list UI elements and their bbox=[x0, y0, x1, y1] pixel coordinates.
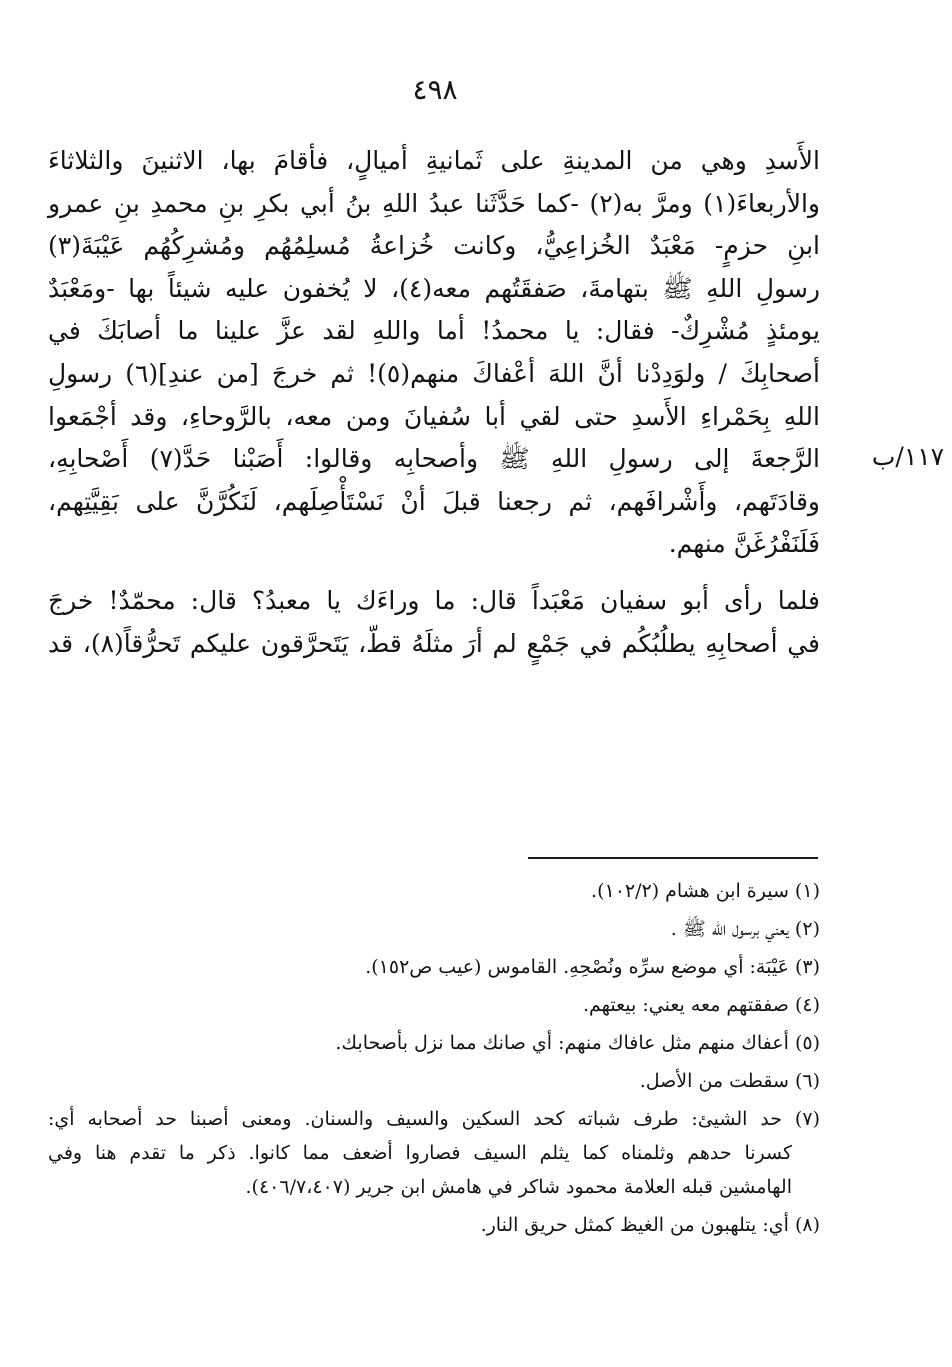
footnote-5: (٥) أعفاك منهم مثل عافاك منهم: أي صانك مما نزل بأصحابك. bbox=[335, 1032, 820, 1054]
text-line: الرَّجعةَ إلى رسولِ اللهِ ﷺ وأصحابِه وقالوا: أَصَبْنا حَدَّ(٧) أَصْحابِهِ، bbox=[48, 444, 821, 474]
text-line: فَلَنَفْرُغَنَّ منهم. bbox=[668, 529, 820, 559]
paragraph-2 bbox=[48, 580, 820, 665]
folio-margin-note: ١١٧/ب bbox=[871, 442, 945, 471]
text-line: فلما رأى أبو سفيان مَعْبَداً قال: ما وراءَك يا معبدُ؟ قال: محمّدٌ! خرجَ bbox=[48, 585, 820, 615]
text-line: في أصحابِهِ يطلُبُكُم في جَمْعٍ لم أرَ مثلَهُ قطّ، يَتَحرَّقون عليكم تَحرُّقاً(٨)، قد bbox=[48, 628, 820, 658]
text-line: وقادَتَهم، وأَشْرافَهم، ثم رجعنا قبلَ أنْ نَسْتَأْصِلَهم، لَنَكُرَّنَّ على بَقِيَّتِهم، bbox=[48, 486, 820, 516]
footnotes bbox=[48, 876, 820, 1240]
footnote-1: (١) سيرة ابن هشام (١٠٢/٢). bbox=[591, 880, 820, 902]
page-number: ٤٩٨ bbox=[412, 73, 458, 106]
footnote-2: (٢) يعني برسول الله ﷺ . bbox=[670, 918, 820, 940]
footnote-4: (٤) صفقتهم معه يعني: بيعتهم. bbox=[582, 994, 820, 1016]
footnote-8: (٨) أي: يتلهبون من الغيظ كمثل حريق النار. bbox=[480, 1214, 820, 1236]
text-line: رسولِ اللهِ ﷺ بتهامةَ، صَفقَتُهم معه(٤)، لا يُخفون عليه شيئاً بها -ومَعْبَدٌ bbox=[48, 273, 820, 303]
main-text bbox=[48, 140, 820, 665]
footnote-7-line-1: (٧) حد الشيئ: طرف شباته كحد السكين والسيف والسنان. ومعنى أصبنا حد أصحابه أي: bbox=[48, 1108, 820, 1130]
footnote-7-line-2: كسرنا حدهم وثلمناه كما يثلم السيف فصاروا أضعف مما كانوا. ذكر ما تقدم هنا وفي bbox=[48, 1142, 792, 1164]
text-line: والأربعاءَ(١) ومرَّ به(٢) -كما حَدَّثَنا عبدُ اللهِ بنُ أبي بكرِ بنِ محمدِ بنِ عمرو bbox=[48, 188, 820, 218]
paragraph-1 bbox=[48, 140, 820, 566]
footnote-6: (٦) سقطت من الأصل. bbox=[639, 1070, 820, 1092]
text-line: الأَسدِ وهي من المدينةِ على ثَمانيةِ أميالٍ، فأقامَ بها، الاثنينَ والثلاثاءَ bbox=[48, 146, 820, 175]
text-line: يومئذٍ مُشْرِكٌ- فقال: يا محمدُ! أما واللهِ لقد عزَّ علينا ما أصابَكَ في bbox=[48, 316, 820, 346]
footnote-3: (٣) عَيْبَة: أي موضع سرِّه ونُصْحِهِ. القاموس (عيب ص١٥٢). bbox=[365, 956, 820, 978]
footnote-divider bbox=[528, 857, 818, 859]
text-line: أصحابِكَ / ولوَدِدْنا أنَّ اللهَ أعْفاكَ منهم(٥)! ثم خرجَ [من عندِ](٦) رسولِ bbox=[48, 358, 820, 388]
text-line: ابنِ حزمٍ- مَعْبَدٌ الخُزاعِيُّ، وكانت خُزاعةُ مُسلِمُهُم ومُشرِكُهُم عَيْبَةَ(٣) bbox=[48, 231, 820, 261]
footnote-7-line-3: الهامشين قبله العلامة محمود شاكر في هامش ابن جرير (٤٠٦/٧،٤٠٧). bbox=[245, 1176, 792, 1198]
text-line: اللهِ بِحَمْراءِ الأَسدِ حتى لقي أبا سُفيانَ ومن معه، بالرَّوحاءِ، وقد أجْمَعوا bbox=[48, 401, 820, 431]
